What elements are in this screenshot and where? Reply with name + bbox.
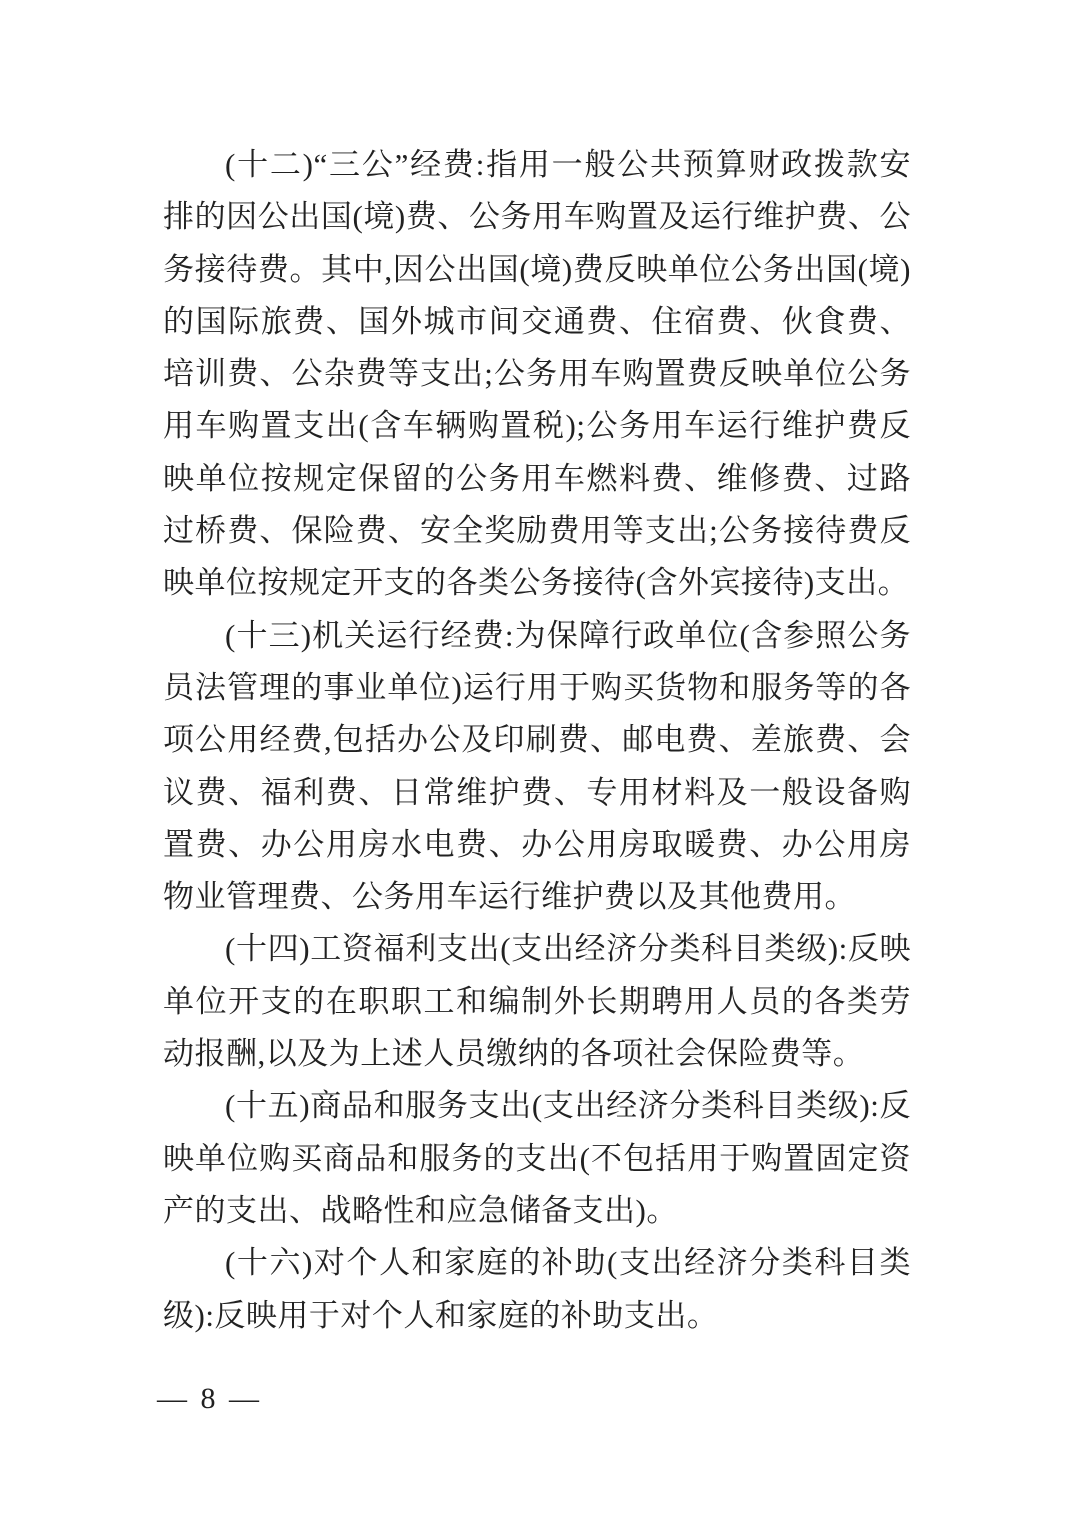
paragraph: (十四)工资福利支出(支出经济分类科目类级):反映单位开支的在职职工和编制外长期聘用人员的各类劳动报酬,以及为上述人员缴纳的各项社会保险费等。 [163,931,911,1072]
paragraph: (十二)“三公”经费:指用一般公共预算财政拨款安排的因公出国(境)费、公务用车购置及运行维护费、公务接待费。其中,因公出国(境)费反映单位公务出国(境)的国际旅费、国外城市间交通费、住宿费、伙食费、培训费、公杂费等支出;公务用车购置费反映单位公务用车购置支出(含车辆购置税);公务用车运行维护费反映单位按规定保留的公务用车燃料费、维修费、过路过桥费、保险费、安全奖励费用等支出;公务接待费反映单位按规定开支的各类公务接待(含外宾接待)支出。 [163,147,911,601]
page-number: — 8 — [157,1382,262,1415]
paragraph: (十三)机关运行经费:为保障行政单位(含参照公务员法管理的事业单位)运行用于购买货物和服务等的各项公用经费,包括办公及印刷费、邮电费、差旅费、会议费、福利费、日常维护费、专用材料及一般设备购置费、办公用房水电费、办公用房取暖费、办公用房物业管理费、公务用车运行维护费以及其他费用。 [163,617,911,915]
paragraph: (十五)商品和服务支出(支出经济分类科目类级):反映单位购买商品和服务的支出(不包括用于购置固定资产的支出、战略性和应急储备支出)。 [163,1088,911,1228]
paragraph: (十六)对个人和家庭的补助(支出经济分类科目类级):反映用于对个人和家庭的补助支出。 [163,1245,911,1333]
page-footer [157,1381,262,1417]
document-body [163,139,911,1342]
